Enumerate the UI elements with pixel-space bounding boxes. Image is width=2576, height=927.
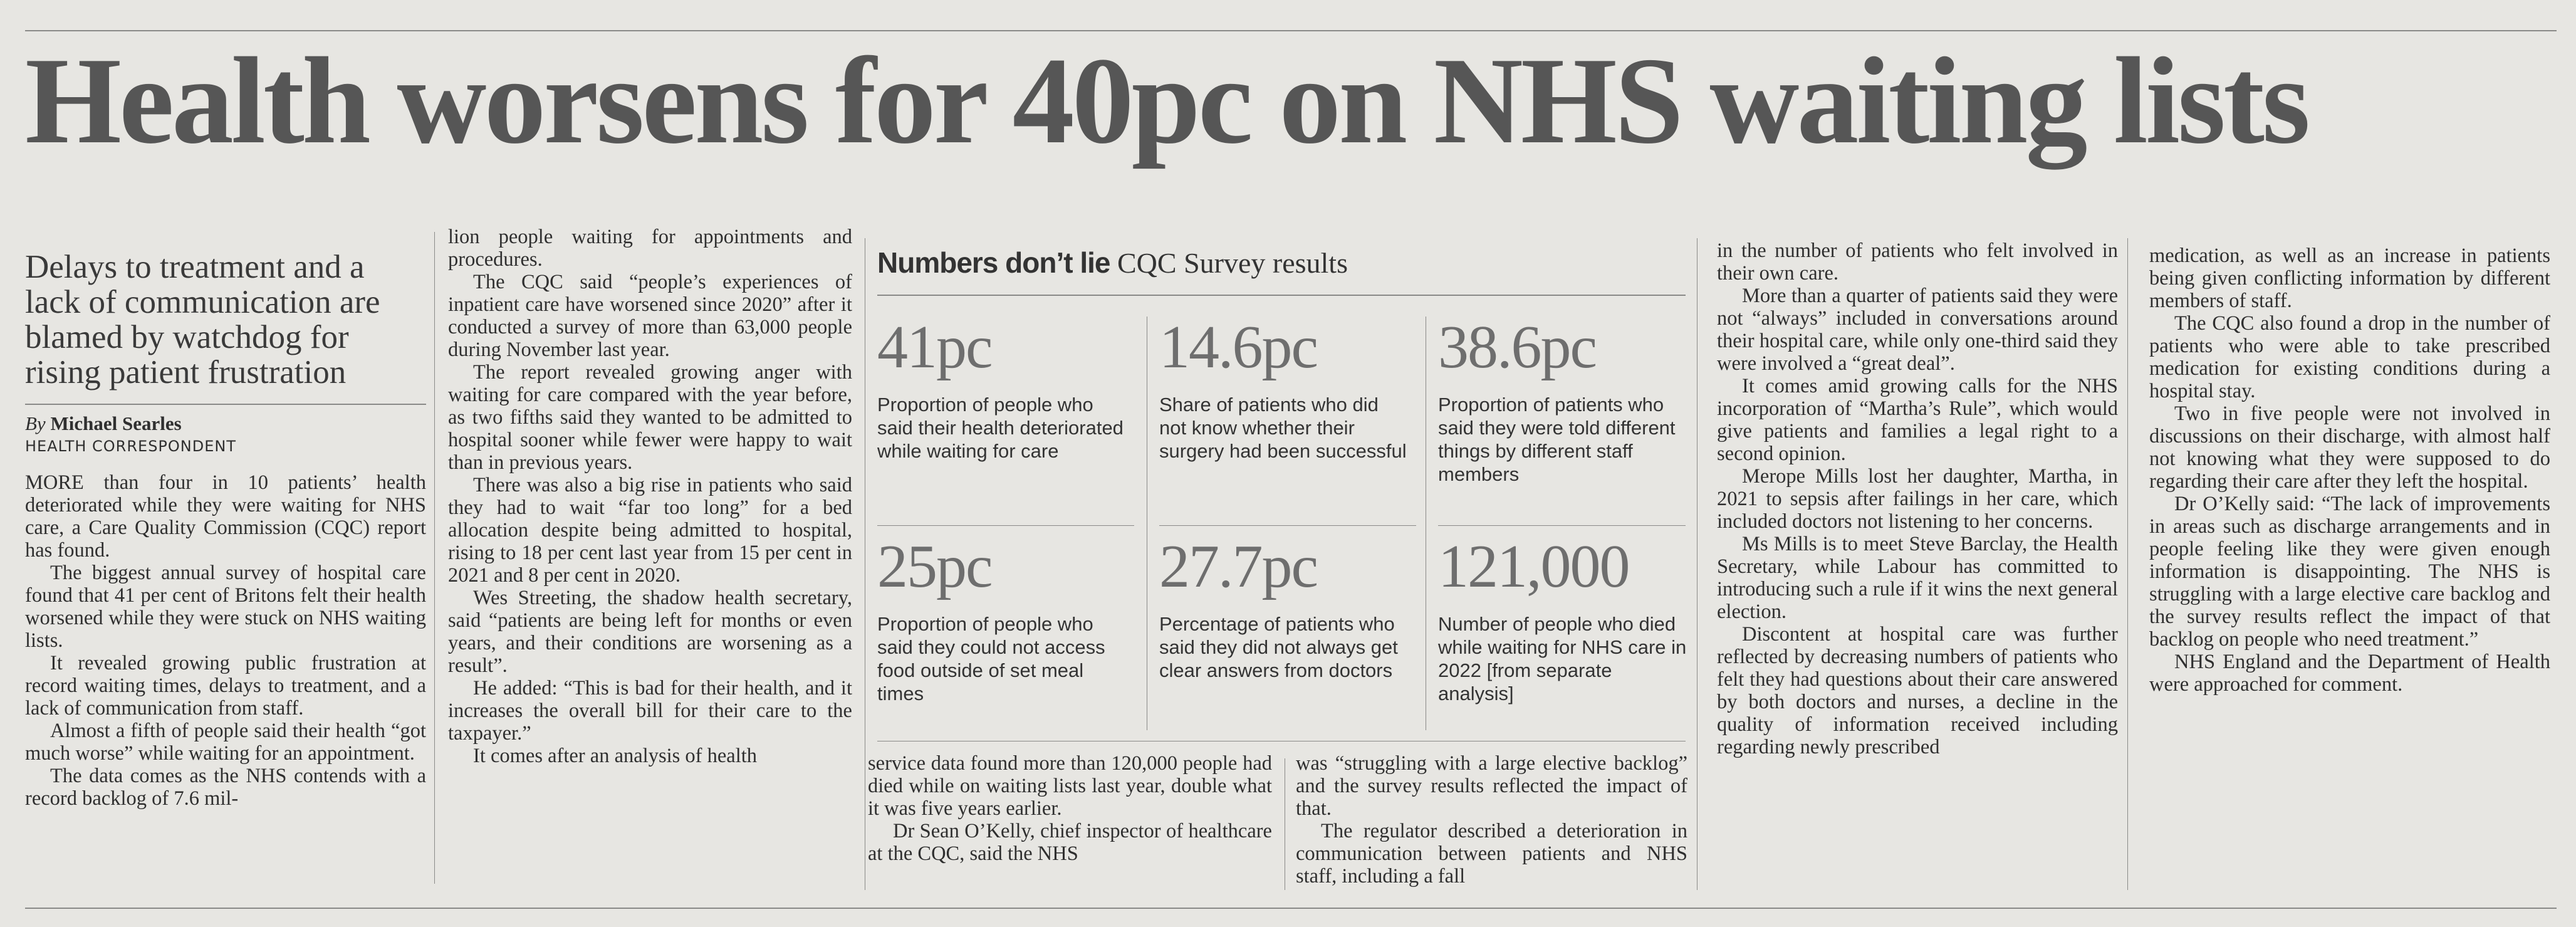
standfirst-rule — [25, 404, 426, 405]
standfirst: Delays to treatment and a lack of communication are blamed by watchdog for rising patient frustration — [25, 249, 380, 390]
stat-item — [1159, 313, 1410, 463]
paragraph: Discontent at hospital care was further reflected by decreasing numbers of patients who felt they had questions about their care answered by both doctors and nurses, a decline in the quality of information received including regarding newly prescribed — [1717, 623, 2118, 758]
paragraph: The report revealed growing anger with waiting for care compared with the year before, as two fifths said they wanted to be admitted to hospital sooner while fewer were happy to wait than in previous years. — [448, 361, 852, 474]
stats-box-divider — [877, 525, 1134, 526]
paragraph: It comes after an analysis of health — [473, 745, 758, 767]
paragraph: NHS England and the Department of Health were approached for comment. — [2149, 651, 2550, 696]
stat-number: 14.6pc — [1159, 313, 1317, 381]
stat-description: Number of people who died while waiting for NHS care in 2022 [from separate analysis] — [1438, 613, 1687, 704]
article-column-6 — [2149, 244, 2550, 696]
stat-description: Proportion of people who said they could not access food outside of set meal times — [877, 613, 1105, 704]
paragraph: Wes Streeting, the shadow health secretary, said “patients are being left for months or even years, and their conditions are worsening as a result”. — [448, 587, 852, 677]
article-column-1 — [25, 238, 426, 810]
paragraph: Dr Sean O’Kelly, chief inspector of healthcare at the CQC, said the NHS — [868, 820, 1272, 865]
stat-item — [1159, 533, 1410, 682]
stat-item — [1438, 313, 1689, 486]
paragraph: in the number of patients who felt involved in their own care. — [1717, 239, 2118, 285]
paragraph: It revealed growing public frustration at record waiting times, delays to treatment, and a lack of communication from staff. — [25, 652, 426, 720]
byline-role: HEALTH CORRESPONDENT — [25, 437, 237, 455]
byline-name: Michael Searles — [50, 412, 182, 434]
stats-box-divider — [1159, 525, 1416, 526]
paragraph: medication, as well as an increase in patients being given conflicting information by different members of staff. — [2149, 244, 2550, 312]
paragraph: MORE than four in 10 patients’ health deteriorated while they were waiting for NHS care, a Care Quality Commission (CQC) report has found. — [25, 471, 426, 562]
stat-description: Share of patients who did not know whether their surgery had been successful — [1159, 394, 1407, 462]
stat-number: 38.6pc — [1438, 313, 1596, 381]
article-column-3 — [868, 752, 1272, 865]
stat-description: Proportion of people who said their health deteriorated while waiting for care — [877, 394, 1124, 462]
stat-description: Percentage of patients who said they did not always get clear answers from doctors — [1159, 613, 1398, 681]
stat-number: 25pc — [877, 533, 992, 600]
article-column-2 — [448, 226, 852, 767]
stat-number: 27.7pc — [1159, 533, 1317, 600]
paragraph: Two in five people were not involved in discussions on their discharge, with almost half not knowing what they were supposed to do regarding their care after they left the hospital. — [2149, 402, 2550, 493]
paragraph: The regulator described a deterioration in communication between patients and NHS staff, including a fall — [1296, 820, 1687, 888]
paragraph: Dr O’Kelly said: “The lack of improvements in areas such as discharge arrangements and in people feeling like they were given enough information is disappointing. The NHS is struggling with a large elective care backlog and the survey results reflect the impact of that backlog on people who need treatment.” — [2149, 493, 2550, 651]
paragraph: Ms Mills is to meet Steve Barclay, the Health Secretary, while Labour has committed to introducing such a rule if it wins the next general election. — [1717, 533, 2118, 623]
paragraph: The biggest annual survey of hospital care found that 41 per cent of Britons felt their health worsened while they were stuck on NHS waiting lists. — [25, 562, 426, 652]
paragraph: It comes amid growing calls for the NHS incorporation of “Martha’s Rule”, which would give patients and families a legal right to a second opinion. — [1717, 375, 2118, 465]
byline — [25, 412, 426, 435]
paragraph: lion people waiting for appointments and procedures. — [448, 226, 852, 271]
top-rule — [25, 30, 2557, 31]
paragraph: He added: “This is bad for their health, and it increases the overall bill for their care to the taxpayer.” — [448, 677, 852, 745]
stat-number: 41pc — [877, 313, 992, 381]
stat-description: Proportion of patients who said they were told different things by different staff members — [1438, 394, 1676, 485]
stats-box-title — [877, 246, 1686, 280]
stat-item — [877, 533, 1128, 705]
column-rule — [434, 232, 435, 884]
bottom-rule — [25, 908, 2557, 909]
paragraph: The data comes as the NHS contends with a record backlog of 7.6 mil- — [25, 765, 426, 810]
paragraph: Merope Mills lost her daughter, Martha, in 2021 to sepsis after failings in her care, which included doctors not listening to her concerns. — [1717, 465, 2118, 533]
paragraph: There was also a big rise in patients who said they had to wait “far too long” for a bed allocation despite being admitted to hospital, rising to 18 per cent last year from 15 per cent in 2021 and 8 per cent in 2020. — [448, 474, 852, 587]
paragraph: was “struggling with a large elective backlog” and the survey results reflected the impact of that. — [1296, 752, 1687, 820]
headline: Health worsens for 40pc on NHS waiting lists — [25, 32, 2308, 169]
paragraph: The CQC also found a drop in the number of patients who were able to take prescribed medication for existing conditions during a hospital stay. — [2149, 312, 2550, 402]
article-column-5 — [1717, 239, 2118, 758]
paragraph: service data found more than 120,000 people had died while on waiting lists last year, double what it was five years earlier. — [868, 752, 1272, 820]
stat-number: 121,000 — [1438, 533, 1629, 600]
column-rule — [2127, 238, 2128, 890]
paragraph: More than a quarter of patients said they were not “always” included in conversations around their hospital care, while only one-third said they were involved a “great deal”. — [1717, 285, 2118, 375]
stat-item — [1438, 533, 1689, 705]
stats-box-rule — [877, 295, 1686, 296]
byline-prefix: By — [25, 412, 46, 434]
paragraph: The CQC said “people’s experiences of inpatient care have worsened since 2020” after it conducted a survey of more than 63,000 people during November last year. — [448, 271, 852, 361]
article-column-4 — [1296, 752, 1687, 888]
stats-box-title-rest: CQC Survey results — [1117, 247, 1348, 279]
paragraph: Almost a fifth of people said their health “got much worse” while waiting for an appointment. — [25, 720, 426, 765]
stat-item — [877, 313, 1128, 463]
stats-box-divider — [1438, 525, 1686, 526]
stats-box-title-bold: Numbers don’t lie — [877, 246, 1110, 279]
